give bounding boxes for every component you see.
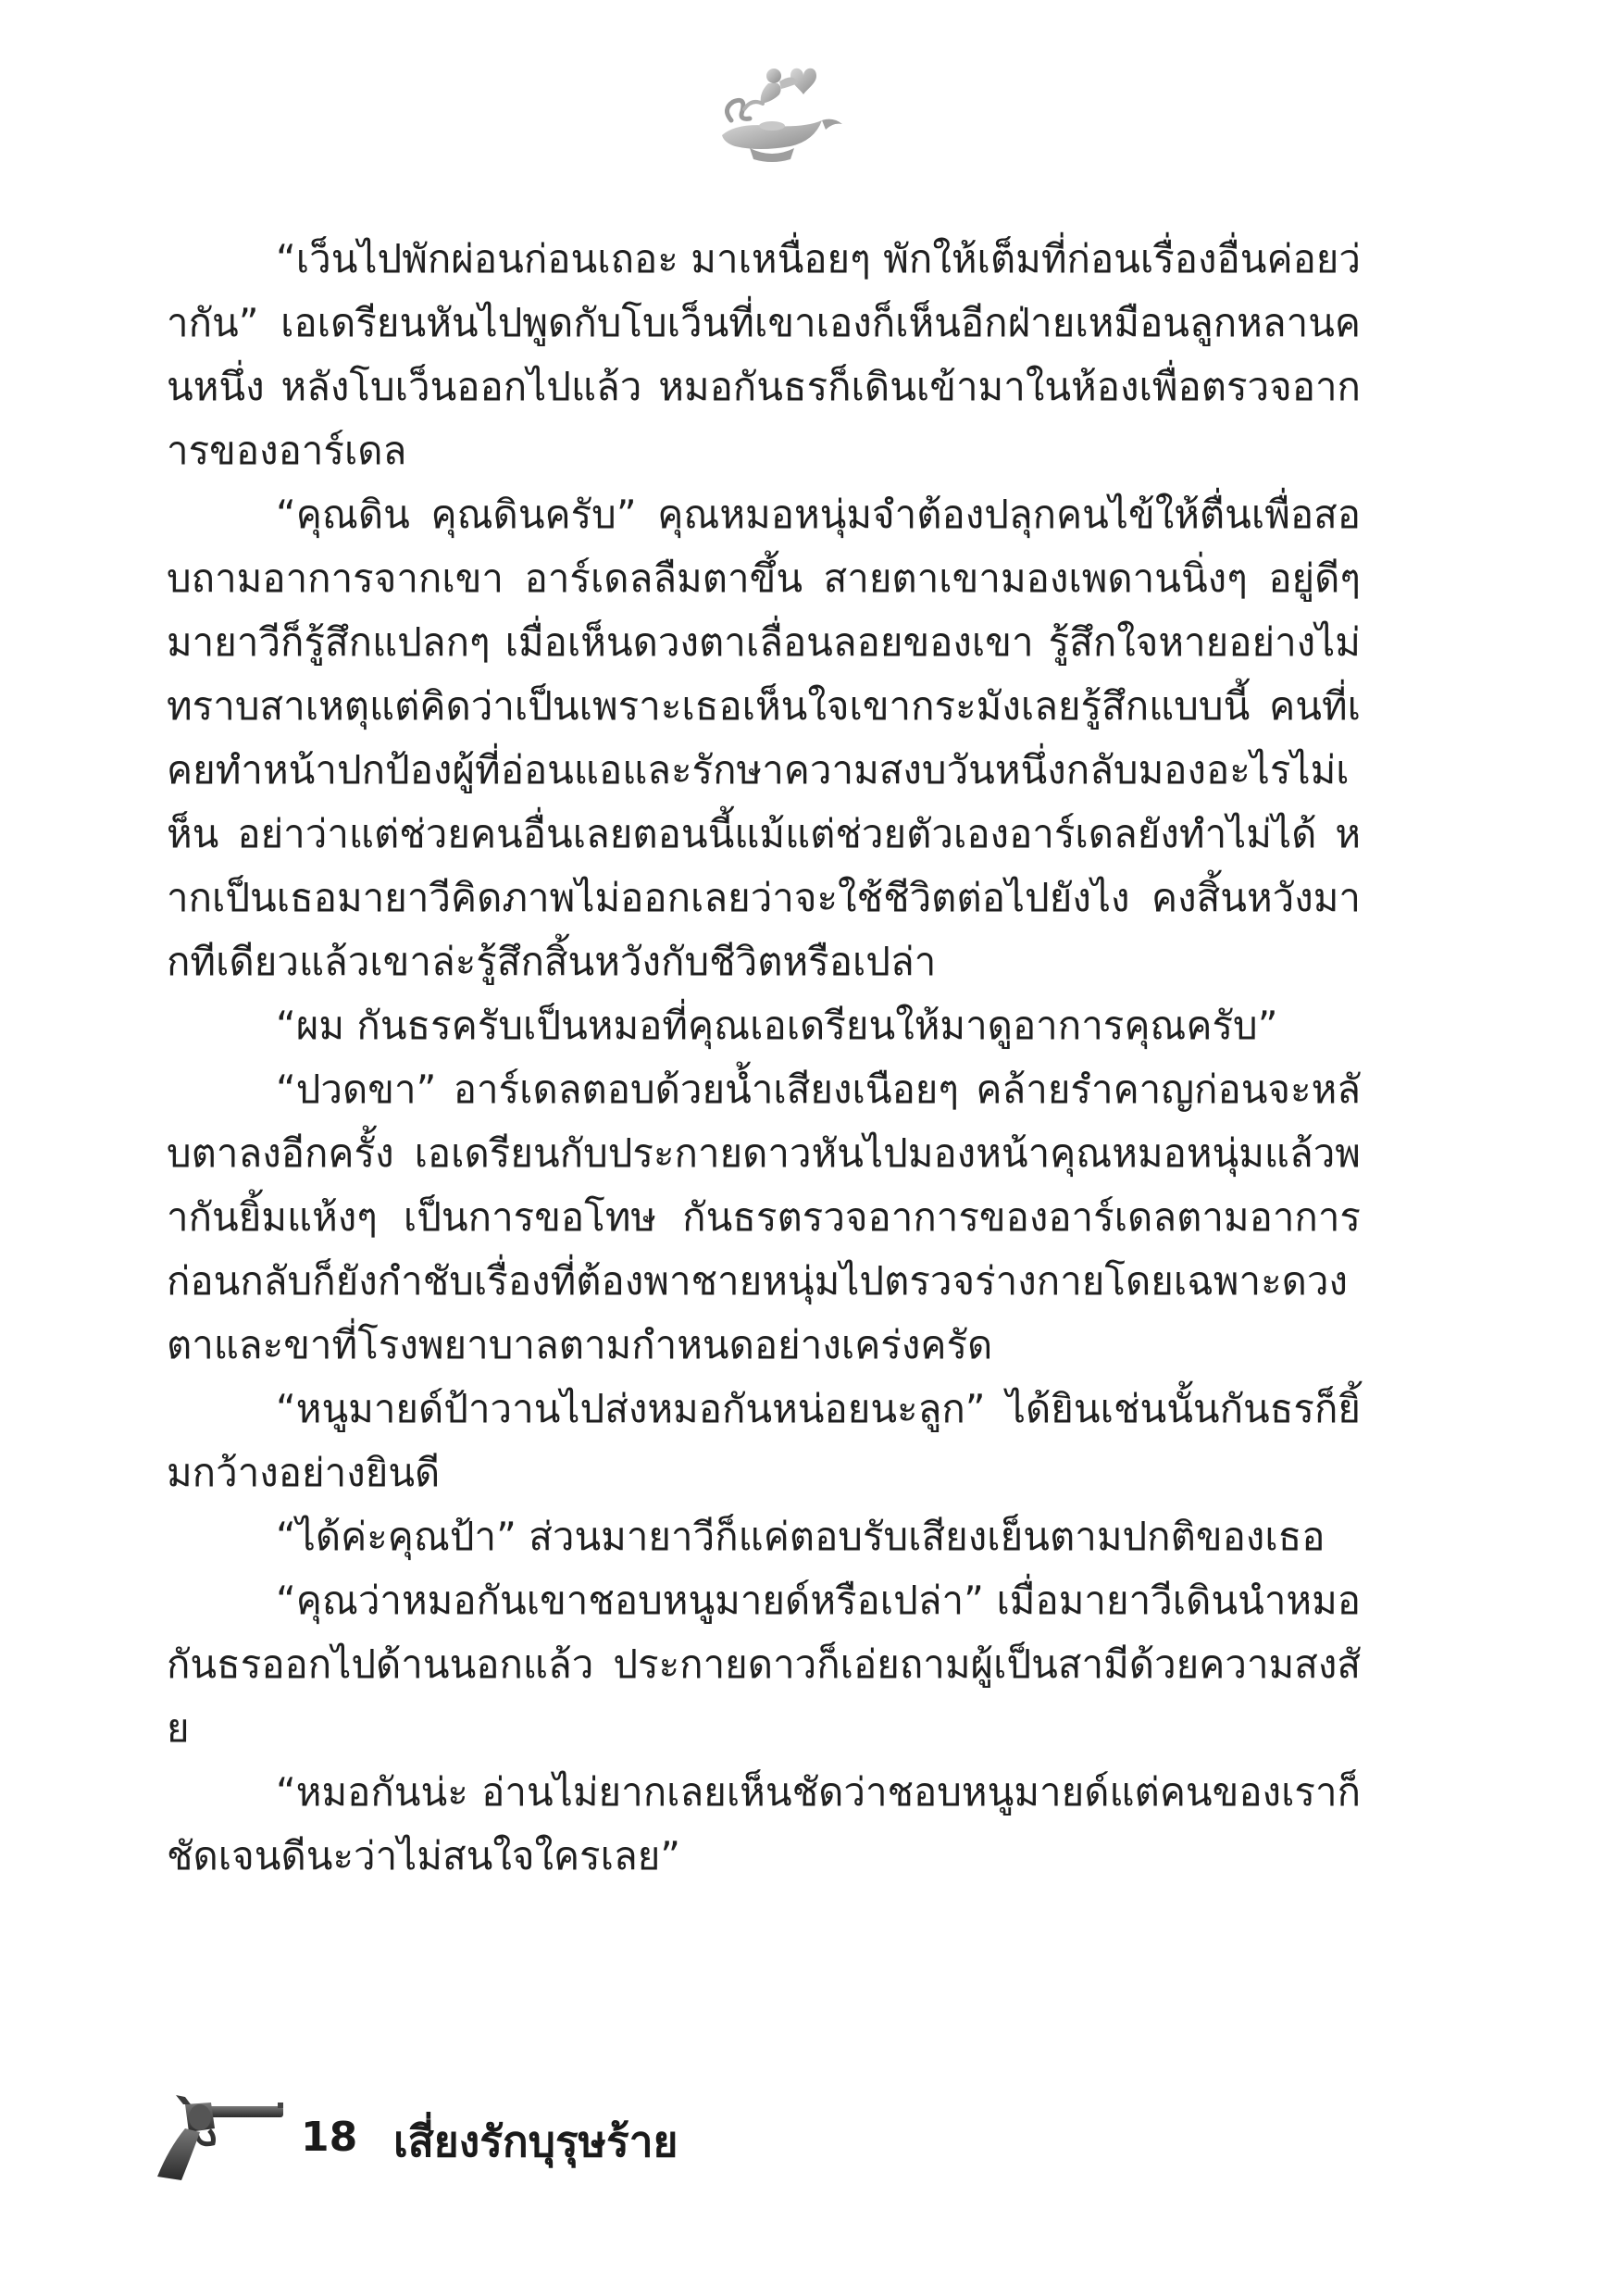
revolver-icon xyxy=(148,2088,287,2190)
body-text xyxy=(167,227,1361,1888)
paragraph: “เว็นไปพักผ่อนก่อนเถอะ มาเหนื่อยๆ พักให้เต็มที่ก่อนเรื่องอื่นค่อยว่ากัน” เอเดรียนหันไปพูดกับโบเว็นที่เขาเองก็เห็นอีกฝ่ายเหมือนลูกหลานคนหนึ่ง หลังโบเว็นออกไปแล้ว หมอกันธรก็เดินเข้ามาในห้องเพื่อตรวจอาการของอาร์เดล xyxy=(167,236,1361,473)
paragraph: “หมอกันน่ะ อ่านไม่ยากเลยเห็นชัดว่าชอบหนูมายด์แต่คนของเราก็ชัดเจนดีนะว่าไม่สนใจใครเลย” xyxy=(167,1769,1361,1878)
genie-lamp-icon xyxy=(694,56,852,167)
paragraph: “ผม กันธรครับเป็นหมอที่คุณเอเดรียนให้มาดูอาการคุณครับ” xyxy=(276,1003,1278,1048)
paragraph: “คุณดิน คุณดินครับ” คุณหมอหนุ่มจำต้องปลุกคนไข้ให้ตื่นเพื่อสอบถามอาการจากเขา อาร์เดลลืมตาขึ้น สายตาเขามองเพดานนิ่งๆ อยู่ดีๆ มายาวีก็รู้สึกแปลกๆ เมื่อเห็นดวงตาเลื่อนลอยของเขา รู้สึกใจหายอย่างไม่ทราบสาเหตุแต่คิดว่าเป็นเพราะเธอเห็นใจเขากระมังเลยรู้สึกแบบนี้ คนที่เคยทำหน้าปกป้องผู้ที่อ่อนแอและรักษาความสงบวันหนึ่งกลับมองอะไรไม่เห็น อย่าว่าแต่ช่วยคนอื่นเลยตอนนี้แม้แต่ช่วยตัวเองอาร์เดลยังทำไม่ได้ หากเป็นเธอมายาวีคิดภาพไม่ออกเลยว่าจะใช้ชีวิตต่อไปยังไง คงสิ้นหวังมากทีเดียวแล้วเขาล่ะรู้สึกสิ้นหวังกับชีวิตหรือเปล่า xyxy=(167,492,1361,984)
paragraph: “หนูมายด์ป้าวานไปส่งหมอกันหน่อยนะลูก” ได้ยินเช่นนั้นกันธรก็ยิ้มกว้างอย่างยินดี xyxy=(167,1386,1361,1495)
page-footer xyxy=(148,2088,981,2190)
paragraph: “ปวดขา” อาร์เดลตอบด้วยน้ำเสียงเนือยๆ คล้ายรำคาญก่อนจะหลับตาลงอีกครั้ง เอเดรียนกับประกายดาวหันไปมองหน้าคุณหมอหนุ่มแล้วพากันยิ้มแห้งๆ เป็นการขอโทษ กันธรตรวจอาการของอาร์เดลตามอาการ ก่อนกลับก็ยังกำชับเรื่องที่ต้องพาชายหนุ่มไปตรวจร่างกายโดยเฉพาะดวงตาและขาที่โรงพยาบาลตามกำหนดอย่างเคร่งครัด xyxy=(167,1067,1361,1367)
page-number: 18 xyxy=(301,2114,358,2161)
paragraph: “ได้ค่ะคุณป้า” ส่วนมายาวีก็แค่ตอบรับเสียงเย็นตามปกติของเธอ xyxy=(276,1514,1326,1559)
paragraph: “คุณว่าหมอกันเขาชอบหนูมายด์หรือเปล่า” เมื่อมายาวีเดินนำหมอกันธรออกไปด้านนอกแล้ว ประกายดาวก็เอ่ยถามผู้เป็นสามีด้วยความสงสัย xyxy=(167,1578,1361,1751)
book-title: เสี่ยงรักบุรุษร้าย xyxy=(393,2116,678,2166)
